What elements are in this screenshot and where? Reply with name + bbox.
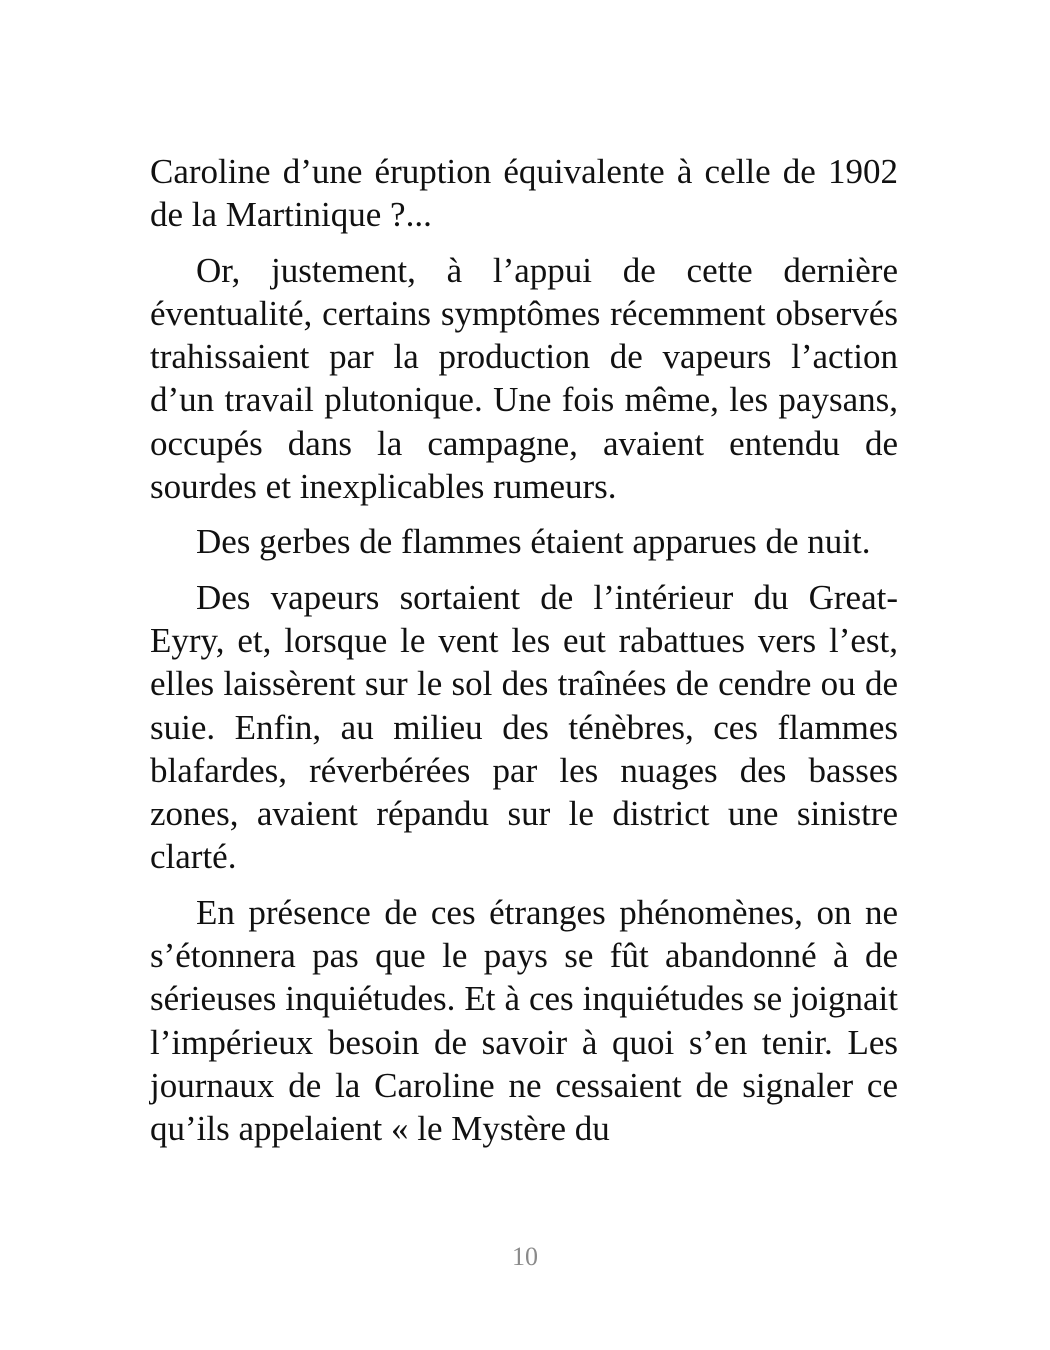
paragraph: Des gerbes de flammes étaient apparues de nuit. <box>196 522 871 562</box>
page-number: 10 <box>512 1242 538 1271</box>
paragraph: En présence de ces étranges phénomènes, on ne s’étonnera pas que le pays se fût abandonné à de sérieuses inquiétudes. Et à ces inquiétudes se joignait l’impérieux besoin de savoir à quoi s’en tenir. Les journaux de la Caroline ne cessaient de signaler ce qu’ils appelaient « le Mystère du <box>150 892 898 1149</box>
paragraph: Des vapeurs sortaient de l’intérieur du Great-Eyry, et, lorsque le vent les eut rabattues vers l’est, elles laissèrent sur le sol des traînées de cendre ou de suie. Enfin, au milieu des ténèbres, ces flammes blafardes, réverbérées par les nuages des basses zones, avaient répandu sur le district une sinistre clarté. <box>150 577 898 877</box>
paragraph: Caroline d’une éruption équivalente à celle de 1902 de la Martinique ?... <box>150 152 898 235</box>
body-text <box>150 150 898 1163</box>
paragraph: Or, justement, à l’appui de cette dernière éventualité, certains symptômes récemment observés trahissaient par la production de vapeurs l’action d’un travail plutonique. Une fois même, les paysans, occupés dans la campagne, avaient entendu de sourdes et inexplicables rumeurs. <box>150 250 898 507</box>
